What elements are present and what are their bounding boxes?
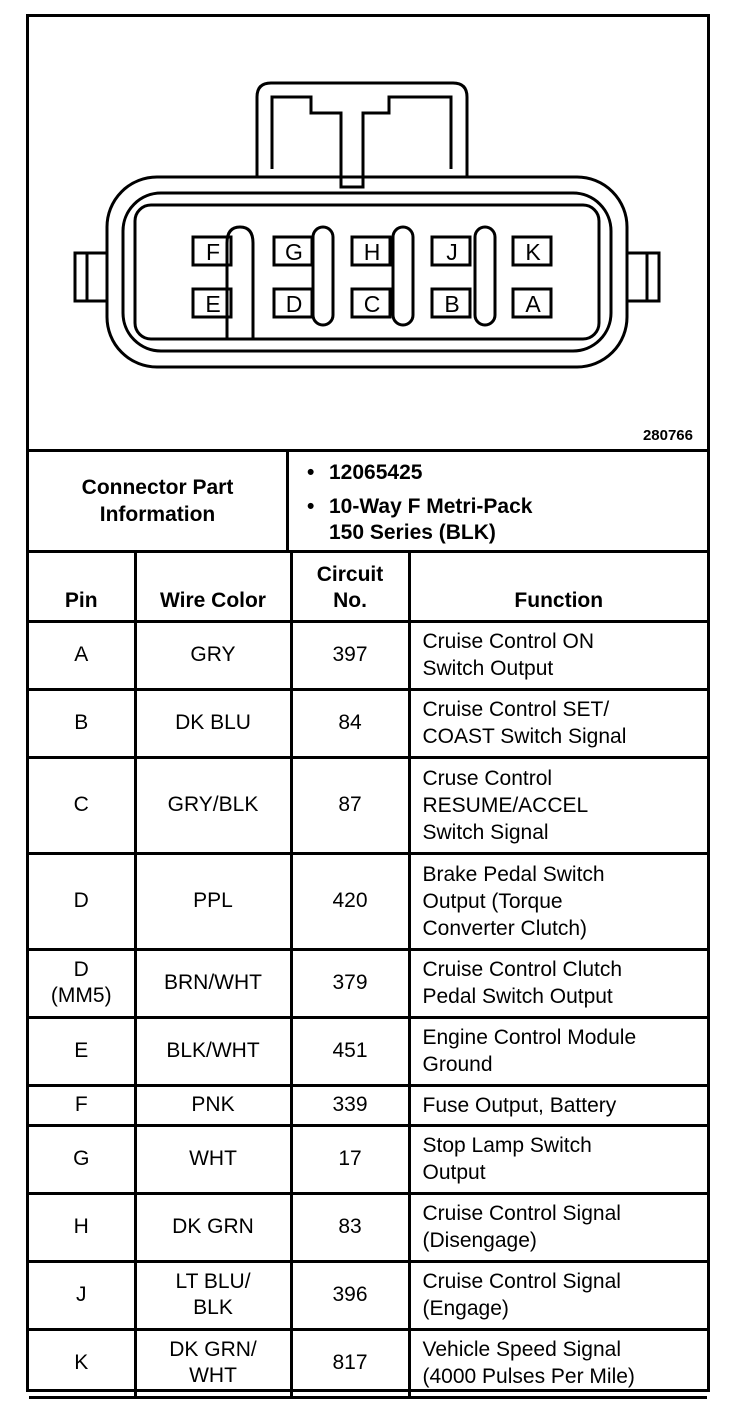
table-row <box>29 1261 707 1329</box>
table-row <box>29 853 707 949</box>
table-row <box>29 1329 707 1397</box>
table-row <box>29 1017 707 1085</box>
circuit-cell: 379 <box>291 949 409 1017</box>
circuit-cell: 396 <box>291 1261 409 1329</box>
connector-sheet <box>26 14 710 1392</box>
pin-label: C <box>363 291 381 317</box>
pin-label: A <box>525 291 541 317</box>
wire-color-cell: GRY/BLK <box>135 757 291 853</box>
circuit-cell: 87 <box>291 757 409 853</box>
function-cell: Cruise Control Clutch Pedal Switch Output <box>409 949 707 1017</box>
circuit-cell: 817 <box>291 1329 409 1397</box>
connector-pin-B <box>432 289 470 317</box>
header-circuit-line2: No. <box>333 588 367 612</box>
table-row <box>29 1125 707 1193</box>
header-circuit <box>291 553 409 621</box>
top-pin-row <box>193 237 551 265</box>
wire-color-cell: DK GRN <box>135 1193 291 1261</box>
pin-cell: J <box>29 1261 135 1329</box>
separator-4 <box>475 227 495 325</box>
table-header-row <box>29 553 707 621</box>
connector-pin-E <box>193 289 231 317</box>
connector-body-inner <box>123 193 611 351</box>
connector-pin-D <box>274 289 312 317</box>
table-row <box>29 689 707 757</box>
function-cell: Brake Pedal Switch Output (Torque Converter Clutch) <box>409 853 707 949</box>
header-pin: Pin <box>29 553 135 621</box>
connector-pin-K <box>513 237 551 265</box>
wire-color-cell: PNK <box>135 1085 291 1125</box>
pin-label: D <box>285 291 303 317</box>
wire-color-cell: PPL <box>135 853 291 949</box>
function-cell: Fuse Output, Battery <box>409 1085 707 1125</box>
connector-drawing <box>29 17 707 449</box>
pin-label: H <box>363 239 381 265</box>
header-circuit-line1: Circuit <box>316 562 384 586</box>
left-ear <box>75 253 107 301</box>
cavity-outline <box>135 205 599 339</box>
table-row <box>29 1085 707 1125</box>
table-row <box>29 621 707 689</box>
connector-pin-J <box>432 237 470 265</box>
part-number: • 12065425 <box>329 460 707 486</box>
header-function: Function <box>409 553 707 621</box>
pin-cell: H <box>29 1193 135 1261</box>
connector-pin-F <box>193 237 231 265</box>
connector-pin-G <box>274 237 312 265</box>
function-cell: Cruise Control Signal (Disengage) <box>409 1193 707 1261</box>
pin-cell: G <box>29 1125 135 1193</box>
connector-pin-C <box>352 289 390 317</box>
pinout-table-body <box>29 621 707 1397</box>
table-row <box>29 1193 707 1261</box>
pin-cell: E <box>29 1017 135 1085</box>
pin-cell: D <box>29 853 135 949</box>
bottom-pin-row <box>193 289 551 317</box>
pin-label: G <box>285 239 303 265</box>
latch-outline <box>272 97 451 187</box>
table-row <box>29 757 707 853</box>
part-description <box>329 494 707 546</box>
part-description-line2: 150 Series (BLK) <box>329 521 496 544</box>
function-cell: Vehicle Speed Signal (4000 Pulses Per Mile) <box>409 1329 707 1397</box>
circuit-cell: 84 <box>291 689 409 757</box>
separator-2 <box>313 227 333 325</box>
wire-color-cell: DK GRN/ WHT <box>135 1329 291 1397</box>
circuit-cell: 83 <box>291 1193 409 1261</box>
wire-color-cell: WHT <box>135 1125 291 1193</box>
wire-color-cell: LT BLU/ BLK <box>135 1261 291 1329</box>
part-info-label <box>29 452 289 550</box>
wire-color-cell: BRN/WHT <box>135 949 291 1017</box>
pinout-table <box>29 553 707 1399</box>
figure-number: 280766 <box>642 427 693 444</box>
part-info-label-line1: Connector Part <box>81 476 234 499</box>
connector-pin-H <box>352 237 390 265</box>
pin-label: E <box>205 291 221 317</box>
circuit-cell: 339 <box>291 1085 409 1125</box>
function-cell: Cruise Control Signal (Engage) <box>409 1261 707 1329</box>
pin-label: J <box>446 239 458 265</box>
table-row <box>29 949 707 1017</box>
function-cell: Stop Lamp Switch Output <box>409 1125 707 1193</box>
circuit-cell: 451 <box>291 1017 409 1085</box>
wire-color-cell: BLK/WHT <box>135 1017 291 1085</box>
pin-cell: D (MM5) <box>29 949 135 1017</box>
connector-diagram <box>29 17 707 449</box>
connector-part-info <box>29 449 707 553</box>
pin-cell: K <box>29 1329 135 1397</box>
part-info-label-line2: Information <box>99 503 216 526</box>
right-ear <box>627 253 659 301</box>
circuit-cell: 420 <box>291 853 409 949</box>
part-description-line1: • 10-Way F Metri-Pack <box>329 495 533 518</box>
circuit-cell: 17 <box>291 1125 409 1193</box>
function-cell: Cruise Control SET/ COAST Switch Signal <box>409 689 707 757</box>
part-info-details <box>289 452 707 550</box>
pin-cell: B <box>29 689 135 757</box>
function-cell: Engine Control Module Ground <box>409 1017 707 1085</box>
separator-3 <box>393 227 413 325</box>
pin-cell: A <box>29 621 135 689</box>
function-cell: Cruise Control ON Switch Output <box>409 621 707 689</box>
wire-color-cell: GRY <box>135 621 291 689</box>
pin-label: B <box>444 291 460 317</box>
header-wire-color: Wire Color <box>135 553 291 621</box>
circuit-cell: 397 <box>291 621 409 689</box>
connector-pin-A <box>513 289 551 317</box>
pin-label: F <box>205 239 221 265</box>
pin-cell: C <box>29 757 135 853</box>
function-cell: Cruse Control RESUME/ACCEL Switch Signal <box>409 757 707 853</box>
pin-label: K <box>525 239 541 265</box>
pin-cell: F <box>29 1085 135 1125</box>
wire-color-cell: DK BLU <box>135 689 291 757</box>
